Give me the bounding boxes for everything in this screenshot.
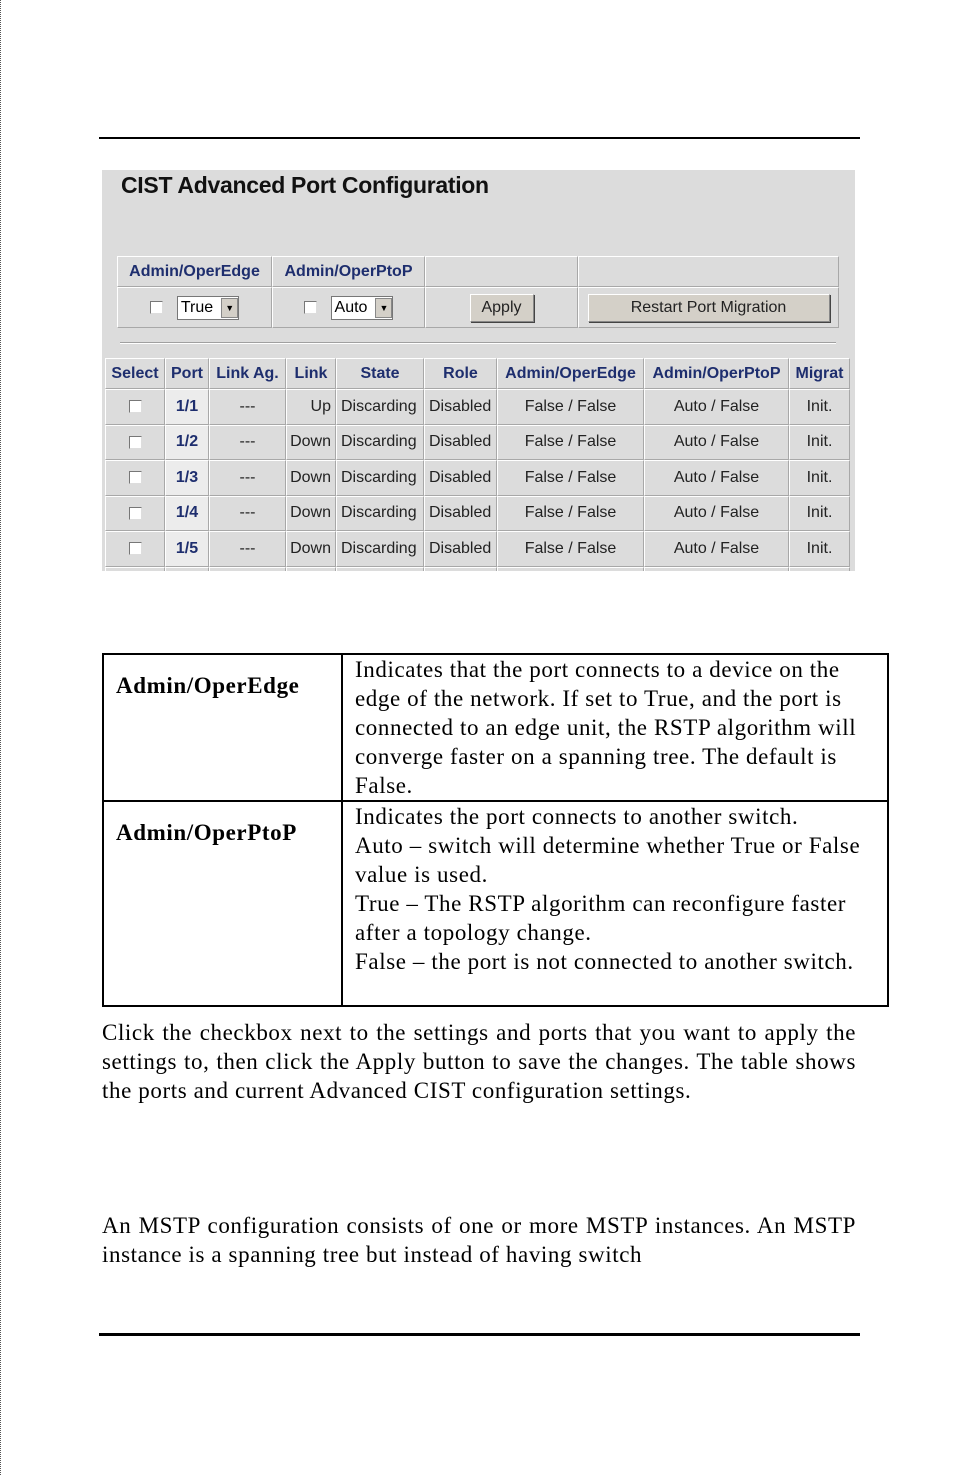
role-cell: Disabled	[424, 425, 497, 461]
row-select-checkbox[interactable]	[129, 436, 142, 449]
def-line: Indicates the port connects to another switch.	[355, 804, 799, 829]
state-cell: Discarding	[336, 425, 424, 461]
column-header: Port	[165, 358, 209, 389]
edge-cell	[117, 287, 272, 328]
form-header-ptop: Admin/OperPtoP	[272, 256, 425, 287]
row-select-checkbox[interactable]	[129, 471, 142, 484]
role-cell: Disabled	[424, 531, 497, 567]
column-header: Link	[286, 358, 336, 389]
port-cell[interactable]: 1/4	[165, 496, 209, 532]
table-row	[105, 531, 850, 567]
header-rule	[99, 137, 860, 139]
state-cell: Discarding	[336, 531, 424, 567]
link-aggregation-cell: ---	[209, 460, 286, 496]
term-admin-operedge: Admin/OperEdge	[103, 654, 342, 801]
empty-cell	[209, 567, 286, 572]
def-line: True – The RSTP algorithm can reconfigure faster after a topology change.	[355, 891, 847, 945]
row-select-checkbox[interactable]	[129, 542, 142, 555]
table-row	[105, 425, 850, 461]
link-cell: Down	[286, 496, 336, 532]
column-header: Admin/OperEdge	[497, 358, 644, 389]
mstp-paragraph: An MSTP configuration consists of one or more MSTP instances. An MSTP instance is a spanning tree but instead of having switch	[102, 1213, 856, 1267]
migration-cell: Init.	[789, 531, 850, 567]
apply-button[interactable]: Apply	[470, 294, 534, 322]
admin-oper-edge-cell: False / False	[497, 425, 644, 461]
link-aggregation-cell: ---	[209, 531, 286, 567]
port-cell[interactable]: 1/3	[165, 460, 209, 496]
def-admin-operptop	[342, 801, 888, 1006]
description-table	[102, 653, 889, 1007]
form-header-edge: Admin/OperEdge	[117, 256, 272, 287]
def-line: Auto – switch will determine whether True or False value is used.	[355, 833, 861, 887]
empty-cell	[789, 567, 850, 572]
table-row	[105, 496, 850, 532]
port-cell[interactable]: 1/5	[165, 531, 209, 567]
edge-select-value: True	[180, 298, 214, 316]
panel-title: CIST Advanced Port Configuration	[121, 172, 489, 198]
migration-cell: Init.	[789, 460, 850, 496]
page-edge	[0, 0, 2, 1475]
restart-port-migration-button[interactable]: Restart Port Migration	[588, 294, 830, 322]
column-header: Migrat	[789, 358, 850, 389]
role-cell: Disabled	[424, 389, 497, 425]
empty-cell	[286, 567, 336, 572]
admin-oper-ptop-cell: Auto / False	[644, 389, 789, 425]
table-row-partial	[105, 567, 850, 572]
row-select-checkbox[interactable]	[129, 507, 142, 520]
def-line: False – the port is not connected to another switch.	[355, 949, 854, 974]
apply-cell	[425, 287, 578, 328]
role-cell: Disabled	[424, 496, 497, 532]
state-cell: Discarding	[336, 389, 424, 425]
edge-select[interactable]	[177, 296, 239, 320]
instruction-paragraph: Click the checkbox next to the settings and ports that you want to apply the settings to, then click the Apply button to save the changes. The table shows the ports and current Advanced CIST configuration settings.	[102, 1020, 856, 1103]
term-admin-operptop: Admin/OperPtoP	[103, 801, 342, 1006]
column-header: Link Ag.	[209, 358, 286, 389]
select-cell	[105, 496, 165, 532]
ptop-select[interactable]	[331, 296, 394, 320]
port-cell[interactable]: 1/1	[165, 389, 209, 425]
form-header-blank	[578, 256, 839, 287]
edge-checkbox[interactable]	[150, 301, 163, 314]
migration-cell: Init.	[789, 389, 850, 425]
select-cell	[105, 389, 165, 425]
separator	[120, 342, 836, 344]
column-header: State	[336, 358, 424, 389]
row-select-checkbox[interactable]	[129, 400, 142, 413]
column-header: Admin/OperPtoP	[644, 358, 789, 389]
admin-oper-edge-cell: False / False	[497, 389, 644, 425]
document-body	[102, 653, 889, 1269]
column-header: Role	[424, 358, 497, 389]
link-aggregation-cell: ---	[209, 389, 286, 425]
admin-oper-edge-cell: False / False	[497, 496, 644, 532]
screenshot-panel	[102, 170, 855, 571]
empty-cell	[165, 567, 209, 572]
port-cell[interactable]: 1/2	[165, 425, 209, 461]
settings-form	[117, 256, 839, 328]
link-aggregation-cell: ---	[209, 496, 286, 532]
def-admin-operedge: Indicates that the port connects to a device on the edge of the network. If set to True, and the port is connected to an edge unit, the RSTP algorithm will converge faster on a spanning tree. The default is False.	[342, 654, 888, 801]
empty-cell	[644, 567, 789, 572]
empty-cell	[424, 567, 497, 572]
ptop-select-value: Auto	[334, 298, 368, 316]
link-cell: Down	[286, 460, 336, 496]
chevron-down-icon: ▼	[375, 298, 392, 318]
admin-oper-ptop-cell: Auto / False	[644, 460, 789, 496]
footer-rule	[99, 1333, 860, 1336]
link-aggregation-cell: ---	[209, 425, 286, 461]
select-cell	[105, 531, 165, 567]
admin-oper-ptop-cell: Auto / False	[644, 496, 789, 532]
empty-cell	[105, 567, 165, 572]
admin-oper-edge-cell: False / False	[497, 531, 644, 567]
ptop-checkbox[interactable]	[304, 301, 317, 314]
migration-cell: Init.	[789, 425, 850, 461]
link-cell: Up	[286, 389, 336, 425]
table-row	[105, 460, 850, 496]
ptop-cell	[272, 287, 425, 328]
ports-table	[105, 358, 850, 571]
chevron-down-icon: ▼	[221, 298, 238, 318]
admin-oper-ptop-cell: Auto / False	[644, 531, 789, 567]
empty-cell	[497, 567, 644, 572]
migration-cell: Init.	[789, 496, 850, 532]
table-row	[105, 389, 850, 425]
admin-oper-ptop-cell: Auto / False	[644, 425, 789, 461]
restart-cell	[578, 287, 839, 328]
role-cell: Disabled	[424, 460, 497, 496]
column-header: Select	[105, 358, 165, 389]
state-cell: Discarding	[336, 496, 424, 532]
admin-oper-edge-cell: False / False	[497, 460, 644, 496]
link-cell: Down	[286, 531, 336, 567]
link-cell: Down	[286, 425, 336, 461]
form-header-blank	[425, 256, 578, 287]
state-cell: Discarding	[336, 460, 424, 496]
select-cell	[105, 425, 165, 461]
select-cell	[105, 460, 165, 496]
empty-cell	[336, 567, 424, 572]
